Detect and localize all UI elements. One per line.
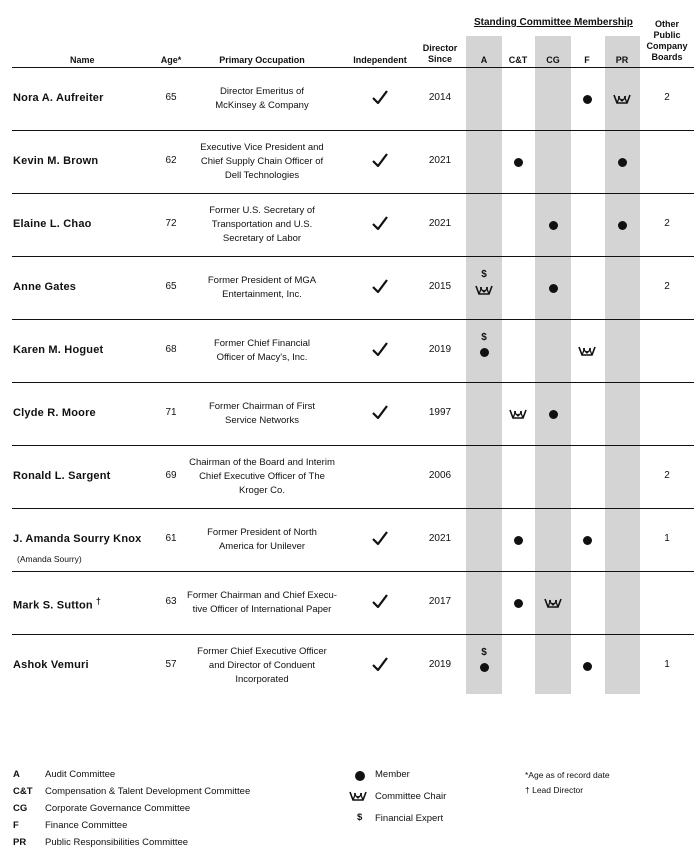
financial-expert-icon: $	[481, 647, 487, 658]
director-since: 2021	[428, 218, 452, 229]
committee-cell-pr	[602, 194, 642, 257]
primary-occupation	[177, 456, 347, 498]
header-committee-cg: CG	[546, 55, 560, 65]
header-since-line: Since	[427, 54, 453, 64]
occupation-line: Kroger Co.	[239, 485, 285, 496]
committee-cell-a	[464, 320, 504, 383]
director-name: Nora A. Aufreiter	[13, 92, 104, 104]
age-footnote: *Age as of record date	[525, 770, 610, 780]
occupation-line: Chief Executive Officer of The	[199, 471, 325, 482]
other-public-boards: 2	[664, 470, 670, 481]
occupation-line: Service Networks	[225, 415, 299, 426]
lead-director-mark: †	[95, 596, 102, 606]
occupation-line: Officer of Macy's, Inc.	[216, 352, 308, 363]
occupation-line: Executive Vice President and	[200, 142, 324, 153]
director-since: 2019	[428, 344, 452, 355]
legend-expert-label: Financial Expert	[375, 813, 444, 824]
legend-item-ct	[13, 786, 250, 797]
director-name: Elaine L. Chao	[13, 218, 92, 230]
independent-checkmark-icon	[371, 529, 389, 547]
member-dot-icon	[618, 221, 627, 230]
other-public-boards: 2	[664, 281, 670, 292]
table-row	[0, 572, 700, 635]
committee-cell-cg	[533, 257, 573, 320]
member-dot-icon	[549, 410, 558, 419]
member-dot-icon	[514, 158, 523, 167]
director-age: 57	[165, 659, 177, 670]
director-age: 62	[165, 155, 177, 166]
member-dot-icon	[480, 348, 489, 357]
committee-cell-cg	[533, 383, 573, 446]
committee-cell-f	[567, 635, 607, 698]
header-primary-occupation: Primary Occupation	[219, 55, 305, 65]
director-since: 2017	[428, 596, 452, 607]
independent-checkmark-icon	[371, 277, 389, 295]
director-age: 65	[165, 92, 177, 103]
director-name: Ronald L. Sargent	[13, 470, 111, 482]
committee-cell-cg	[533, 572, 573, 635]
committee-cell-cg	[533, 194, 573, 257]
header-other-boards	[646, 19, 687, 63]
occupation-line: and Director of Conduent	[208, 660, 316, 671]
primary-occupation	[177, 400, 347, 428]
director-name: Mark S. Sutton †	[13, 596, 102, 612]
header-boards-line: Boards	[651, 52, 683, 62]
director-name: Anne Gates	[13, 281, 77, 293]
legend-label: Finance Committee	[45, 820, 128, 831]
occupation-line: America for Unilever	[218, 541, 306, 552]
occupation-line: Former U.S. Secretary of	[209, 205, 315, 216]
director-age: 61	[165, 533, 177, 544]
committee-cell-f	[567, 320, 607, 383]
committee-cell-f	[567, 509, 607, 572]
other-public-boards: 2	[664, 218, 670, 229]
director-since: 2019	[428, 659, 452, 670]
director-since: 2006	[428, 470, 452, 481]
occupation-line: McKinsey & Company	[215, 100, 309, 111]
header-age: Age*	[160, 55, 182, 65]
member-dot-icon	[583, 536, 592, 545]
table-row	[0, 383, 700, 446]
legend-key: C&T	[13, 786, 33, 797]
legend-label: Corporate Governance Committee	[45, 803, 191, 814]
committee-chair-crown-icon	[543, 596, 563, 610]
legend-label: Public Responsibilities Committee	[45, 837, 189, 848]
occupation-line: Dell Technologies	[224, 170, 300, 181]
director-age: 71	[165, 407, 177, 418]
independent-checkmark-icon	[371, 88, 389, 106]
director-since: 2015	[428, 281, 452, 292]
independent-checkmark-icon	[371, 214, 389, 232]
member-dot-icon	[549, 284, 558, 293]
legend-member-dot-icon	[355, 771, 365, 781]
committee-cell-f	[567, 68, 607, 131]
director-age: 72	[165, 218, 177, 229]
header-director-line: Director	[422, 43, 458, 53]
occupation-line: Incorporated	[235, 674, 289, 685]
member-dot-icon	[618, 158, 627, 167]
member-dot-icon	[514, 599, 523, 608]
occupation-line: Former Chairman and Chief Execu-	[187, 590, 337, 601]
legend-label: Audit Committee	[45, 769, 116, 780]
director-age: 69	[165, 470, 177, 481]
director-since: 1997	[428, 407, 452, 418]
table-row	[0, 131, 700, 194]
independent-checkmark-icon	[371, 340, 389, 358]
committee-chair-crown-icon	[577, 344, 597, 358]
independent-checkmark-icon	[371, 592, 389, 610]
member-dot-icon	[514, 536, 523, 545]
independent-checkmark-icon	[371, 655, 389, 673]
committee-chair-crown-icon	[612, 92, 632, 106]
committee-cell-ct	[498, 383, 538, 446]
lead-director-footnote: † Lead Director	[525, 785, 584, 795]
table-row	[0, 320, 700, 383]
primary-occupation	[177, 274, 347, 302]
occupation-line: Former Chief Financial	[213, 338, 311, 349]
financial-expert-icon: $	[481, 269, 487, 280]
director-name: J. Amanda Sourry Knox	[13, 533, 142, 545]
header-independent: Independent	[353, 55, 407, 65]
director-name: Clyde R. Moore	[13, 407, 96, 419]
primary-occupation	[177, 589, 347, 617]
occupation-line: Entertainment, Inc.	[222, 289, 302, 300]
committee-cell-pr	[602, 131, 642, 194]
other-public-boards: 1	[664, 659, 670, 670]
committee-cell-a	[464, 257, 504, 320]
other-public-boards: 1	[664, 533, 670, 544]
director-age: 65	[165, 281, 177, 292]
table-row	[0, 68, 700, 131]
standing-committee-heading: Standing Committee Membership	[474, 17, 633, 28]
occupation-line: Director Emeritus of	[220, 86, 304, 97]
legend-chair-label: Committee Chair	[375, 791, 447, 802]
legend-crown-icon	[348, 789, 368, 803]
legend-key: F	[13, 820, 19, 831]
director-since: 2014	[428, 92, 452, 103]
director-since: 2021	[428, 155, 452, 166]
committee-cell-ct	[498, 509, 538, 572]
header-director-since	[423, 43, 458, 65]
legend-member-label: Member	[375, 769, 410, 780]
legend-item-cg	[13, 803, 190, 814]
committee-chair-crown-icon	[474, 283, 494, 297]
member-dot-icon	[583, 95, 592, 104]
occupation-line: Former Chairman of First	[208, 401, 316, 412]
independent-checkmark-icon	[371, 403, 389, 421]
director-age: 68	[165, 344, 177, 355]
primary-occupation	[177, 526, 347, 554]
committee-cell-pr	[602, 68, 642, 131]
header-name: Name	[70, 55, 95, 65]
director-since: 2021	[428, 533, 452, 544]
primary-occupation	[177, 85, 347, 113]
occupation-line: Transportation and U.S.	[211, 219, 313, 230]
independent-checkmark-icon	[371, 151, 389, 169]
header-company-line: Company	[646, 41, 688, 51]
table-row	[0, 194, 700, 257]
legend-dollar-icon: $	[357, 812, 363, 823]
legend-item-pr	[13, 837, 188, 848]
legend-key: A	[13, 769, 20, 780]
financial-expert-icon: $	[481, 332, 487, 343]
legend-label: Compensation & Talent Development Committee	[45, 786, 251, 797]
primary-occupation	[177, 337, 347, 365]
occupation-line: Chairman of the Board and Interim	[189, 457, 335, 468]
legend-key: CG	[13, 803, 28, 814]
occupation-line: Secretary of Labor	[222, 233, 302, 244]
header-committee-a: A	[480, 55, 488, 65]
header-committee-f: F	[584, 55, 590, 65]
occupation-line: Former President of MGA	[207, 275, 317, 286]
table-row	[0, 446, 700, 509]
director-name: Ashok Vemuri	[13, 659, 89, 671]
header-other-line: Other	[654, 19, 680, 29]
other-public-boards: 2	[664, 92, 670, 103]
member-dot-icon	[480, 663, 489, 672]
table-row	[0, 635, 700, 698]
primary-occupation	[177, 204, 347, 246]
director-name: Kevin M. Brown	[13, 155, 99, 167]
header-committee-pr: PR	[615, 55, 629, 65]
director-name: Karen M. Hoguet	[13, 344, 104, 356]
member-dot-icon	[549, 221, 558, 230]
table-row	[0, 509, 700, 572]
director-alias: (Amanda Sourry)	[17, 554, 82, 564]
committee-chair-crown-icon	[508, 407, 528, 421]
table-row	[0, 257, 700, 320]
director-age: 63	[165, 596, 177, 607]
header-committee-ct: C&T	[508, 55, 528, 65]
occupation-line: Chief Supply Chain Officer of	[200, 156, 324, 167]
occupation-line: Former Chief Executive Officer	[197, 646, 327, 657]
occupation-line: tive Officer of International Paper	[192, 604, 332, 615]
legend-item-a	[13, 769, 115, 780]
legend-key: PR	[13, 837, 27, 848]
committee-cell-ct	[498, 572, 538, 635]
legend-item-f	[13, 820, 127, 831]
member-dot-icon	[583, 662, 592, 671]
committee-cell-a	[464, 635, 504, 698]
occupation-line: Former President of North	[207, 527, 317, 538]
committee-cell-ct	[498, 131, 538, 194]
primary-occupation	[177, 645, 347, 687]
primary-occupation	[177, 141, 347, 183]
header-public-line: Public	[653, 30, 681, 40]
